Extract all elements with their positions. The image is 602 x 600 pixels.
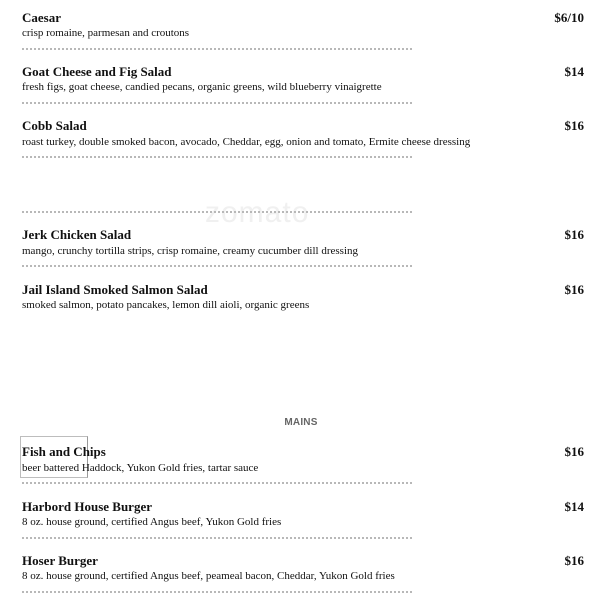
- item-description: 8 oz. house ground, certified Angus beef, peameal bacon, Cheddar, Yukon Gold fries: [22, 570, 395, 582]
- dotted-divider: [22, 156, 412, 158]
- dotted-divider: [22, 537, 412, 539]
- item-price: $16: [564, 553, 584, 568]
- item-price: $16: [564, 227, 584, 242]
- dotted-divider: [22, 102, 412, 104]
- section-heading-mains: MAINS: [284, 417, 318, 428]
- item-description: beer battered Haddock, Yukon Gold fries, tartar sauce: [22, 462, 259, 474]
- dotted-divider: [22, 211, 412, 213]
- dotted-divider: [22, 48, 412, 50]
- item-price: $16: [564, 282, 584, 297]
- item-price: $14: [564, 499, 584, 514]
- dotted-divider: [22, 482, 412, 484]
- item-description: smoked salmon, potato pancakes, lemon dill aioli, organic greens: [22, 299, 310, 311]
- dotted-divider: [22, 265, 412, 267]
- item-price: $16: [564, 118, 584, 133]
- item-name: Cobb Salad: [22, 118, 87, 133]
- item-description: roast turkey, double smoked bacon, avocado, Cheddar, egg, onion and tomato, Ermite cheese dressing: [22, 136, 471, 148]
- item-description: 8 oz. house ground, certified Angus beef, Yukon Gold fries: [22, 516, 282, 528]
- item-price: $16: [564, 444, 584, 459]
- item-description: mango, crunchy tortilla strips, crisp romaine, creamy cucumber dill dressing: [22, 245, 359, 257]
- item-description: crisp romaine, parmesan and croutons: [22, 27, 190, 39]
- item-name: Goat Cheese and Fig Salad: [22, 64, 172, 79]
- item-name: Harbord House Burger: [22, 499, 152, 514]
- item-name: Jail Island Smoked Salmon Salad: [22, 282, 208, 297]
- item-price: $6/10: [554, 10, 584, 25]
- item-name: Hoser Burger: [22, 553, 98, 568]
- item-name: Fish and Chips: [22, 444, 106, 459]
- item-price: $14: [564, 64, 584, 79]
- item-description: fresh figs, goat cheese, candied pecans, organic greens, wild blueberry vinaigrette: [22, 81, 382, 93]
- item-name: Caesar: [22, 10, 61, 25]
- dotted-divider: [22, 591, 412, 593]
- watermark: zomato: [205, 196, 310, 229]
- item-name: Jerk Chicken Salad: [22, 227, 132, 242]
